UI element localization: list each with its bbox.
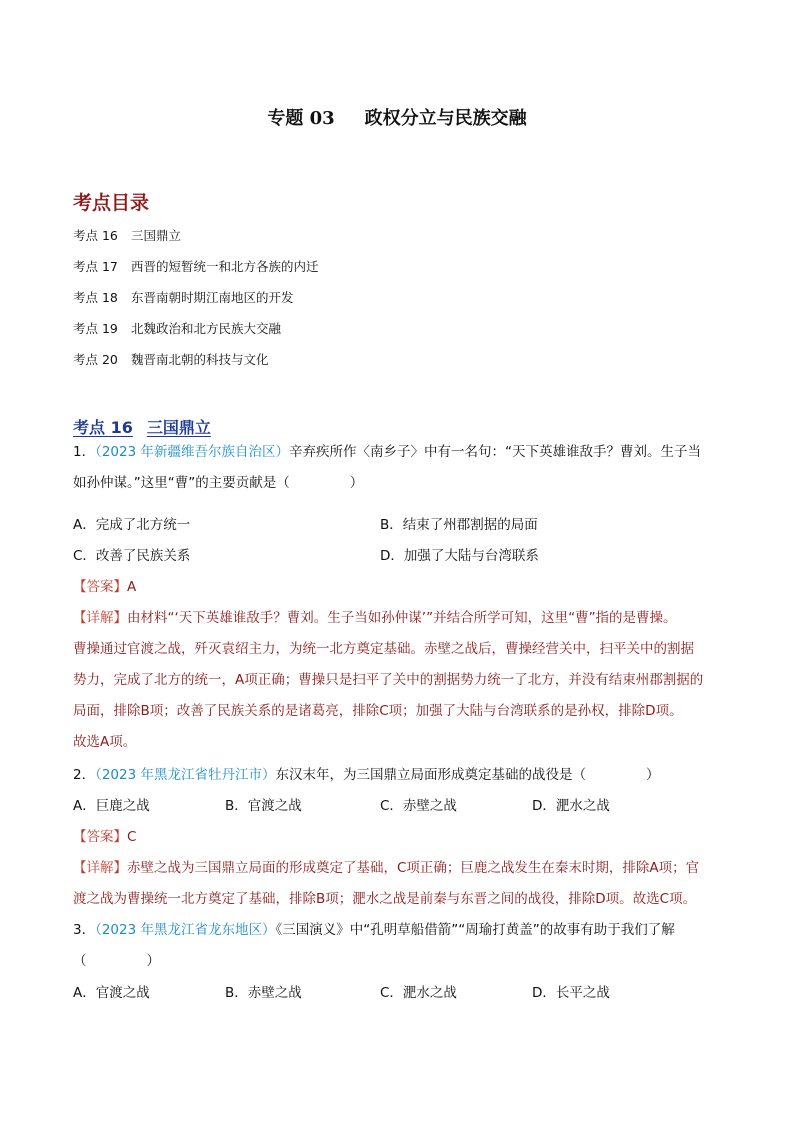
- option-c[interactable]: C．淝水之战: [380, 985, 457, 1001]
- option-a[interactable]: A．完成了北方统一: [73, 517, 191, 533]
- options-row: [73, 978, 723, 1009]
- toc-heading: 考点目录: [73, 192, 150, 214]
- title-number: 专题 03: [267, 108, 335, 129]
- question-number: 1．: [73, 444, 96, 460]
- answer-value: A: [127, 579, 137, 595]
- option-d[interactable]: D．加强了大陆与台湾联系: [380, 548, 539, 564]
- question-3: 3．（2023 年黑龙江省龙东地区）《三国演义》中“孔明草船借箭”“周瑜打黄盖”的故事有助于我们了解 （ ）: [73, 922, 675, 969]
- explanation: 【详解】赤壁之战为三国鼎立局面的形成奠定了基础，C项正确；巨鹿之战发生在秦末时期，排除A项；官 渡之战为曹操统一北方奠定了基础，排除B项；淝水之战是前秦与东晋之间的战役，排除D项。故选C项。: [73, 860, 700, 907]
- question-source: （2023 年黑龙江省牡丹江市）: [95, 767, 276, 783]
- options-row: [73, 541, 723, 572]
- toc-item[interactable]: 考点 20 魏晋南北朝的科技与文化: [73, 352, 269, 367]
- options-row: [73, 510, 723, 541]
- option-c[interactable]: C．赤壁之战: [380, 798, 457, 814]
- option-b[interactable]: B．结束了州郡割据的局面: [380, 517, 538, 533]
- answer-tag: 【答案】: [73, 829, 127, 845]
- answer-tag: 【答案】: [73, 579, 127, 595]
- toc-item[interactable]: 考点 16 三国鼎立: [73, 228, 182, 243]
- option-c[interactable]: C．改善了民族关系: [73, 548, 191, 564]
- answer-line: [73, 572, 723, 603]
- explanation: 【详解】由材料“‘天下英雄谁敌手？曹刘。生子当如孙仲谋’”并结合所学可知，这里“曹”指的是曹操。 曹操通过官渡之战，歼灭袁绍主力，为统一北方奠定基础。赤壁之战后，曹操经营关中，扫平关中的割据 势力，完成了北方的统一，A项正确；曹操只是扫平了关中的割据势力统一了北方，并没有结束州郡割据的 局面，排除B项；改善了民族关系的是诸葛亮，排除C项；加强了大陆与台湾联系的是孙权，排除D项。 故选A项。: [73, 610, 704, 750]
- question-number: 2．: [73, 767, 96, 783]
- question-1: 1．（2023 年新疆维吾尔族自治区）辛弃疾所作〈南乡子〉中有一名句：“天下英雄谁敌手？曹刘。生子当 如孙仲谋。”这里“曹”的主要贡献是（ ）: [73, 444, 701, 491]
- title-text: 政权分立与民族交融: [364, 108, 527, 129]
- page-title: [0, 104, 794, 130]
- option-d[interactable]: D．淝水之战: [532, 798, 610, 814]
- toc-item[interactable]: 考点 17 西晋的短暂统一和北方各族的内迁: [73, 259, 319, 274]
- toc-list: [73, 227, 319, 382]
- option-b[interactable]: B．赤壁之战: [225, 985, 302, 1001]
- toc-item[interactable]: 考点 19 北魏政治和北方民族大交融: [73, 321, 282, 336]
- option-b[interactable]: B．官渡之战: [225, 798, 302, 814]
- question-number: 3．: [73, 922, 96, 938]
- option-a[interactable]: A．巨鹿之战: [73, 798, 150, 814]
- option-a[interactable]: A．官渡之战: [73, 985, 150, 1001]
- question-source: （2023 年黑龙江省龙东地区）: [95, 922, 276, 938]
- answer-value: C: [127, 829, 137, 845]
- answer-line: [73, 822, 723, 853]
- toc-item[interactable]: 考点 18 东晋南朝时期江南地区的开发: [73, 290, 294, 305]
- option-d[interactable]: D．长平之战: [532, 985, 610, 1001]
- section-heading: 考点 16 三国鼎立: [73, 418, 211, 437]
- question-2: 2．（2023 年黑龙江省牡丹江市）东汉末年，为三国鼎立局面形成奠定基础的战役是（ ）: [73, 767, 660, 783]
- options-row: [73, 791, 723, 822]
- question-source: （2023 年新疆维吾尔族自治区）: [95, 444, 289, 460]
